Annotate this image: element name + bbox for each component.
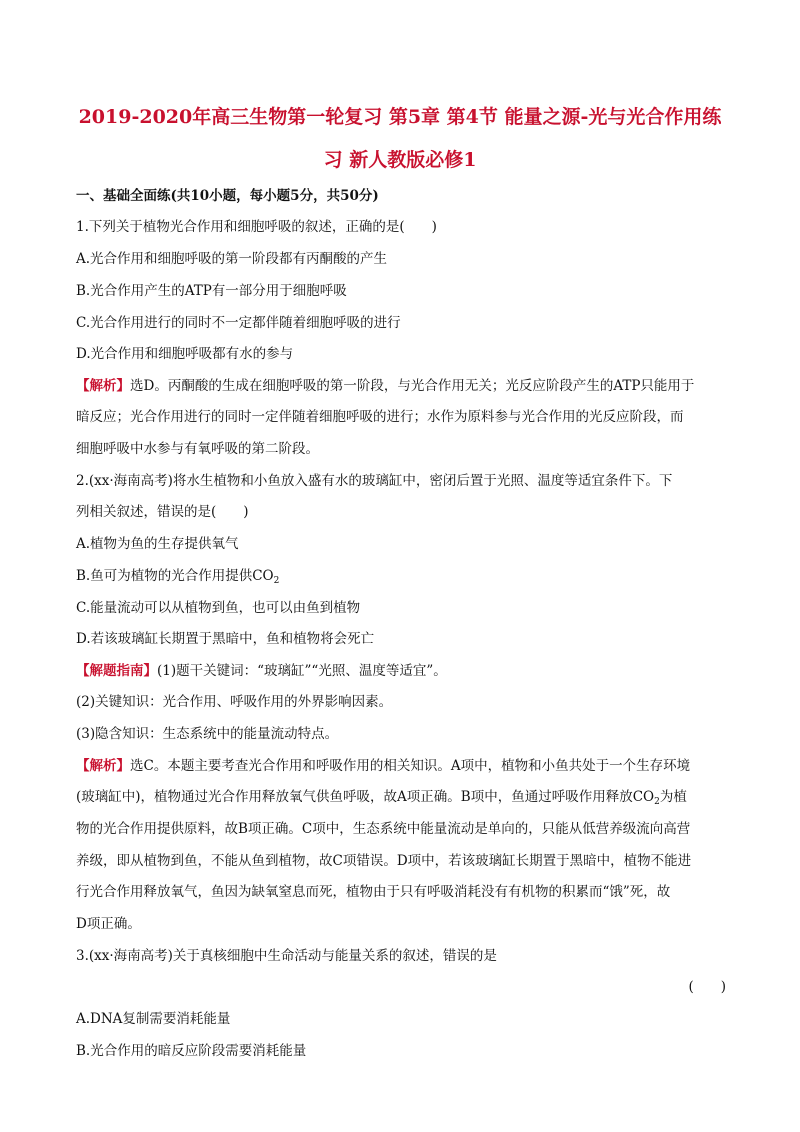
q2-explanation-line-6: D项正确。: [76, 916, 141, 932]
q2-explanation-tag: 【解析】: [76, 758, 130, 774]
q2-guide-line-2: (2)关键知识：光合作用、呼吸作用的外界影响因素。: [76, 694, 393, 710]
q1-explanation-text-1: 选D。丙酮酸的生成在细胞呼吸的第一阶段，与光合作用无关；光反应阶段产生的ATP只能用于: [130, 378, 695, 394]
q2-guide-tag: 【解题指南】: [76, 663, 157, 679]
q2-explanation-line-3: 物的光合作用提供原料，故B项正确。C项中，生态系统中能量流动是单向的，只能从低营养级流向高营: [76, 821, 691, 837]
q1-stem: 1.下列关于植物光合作用和细胞呼吸的叙述，正确的是( ): [76, 219, 437, 235]
title-line-1: 2019-2020年高三生物第一轮复习 第5章 第4节 能量之源-光与光合作用练: [78, 106, 722, 128]
q2-guide-line-3: (3)隐含知识：生态系统中的能量流动特点。: [76, 726, 339, 742]
q2-option-b: [76, 566, 726, 586]
title-line-2: 习 新人教版必修1: [323, 149, 477, 171]
q1-option-a: A.光合作用和细胞呼吸的第一阶段都有丙酮酸的产生: [76, 251, 388, 267]
q1-option-d: D.光合作用和细胞呼吸都有水的参与: [76, 346, 294, 362]
q3-answer-paren: ( ): [688, 979, 726, 995]
q2-explanation-text-2a: (玻璃缸中)，植物通过光合作用释放氧气供鱼呼吸，故A项正确。B项中，鱼通过呼吸作用释放CO: [76, 789, 655, 805]
q2-option-c: C.能量流动可以从植物到鱼，也可以由鱼到植物: [76, 600, 361, 616]
q1-explanation-line-1: [76, 376, 726, 396]
q1-option-c: C.光合作用进行的同时不一定都伴随着细胞呼吸的进行: [76, 315, 401, 331]
q2-option-a: A.植物为鱼的生存提供氧气: [76, 536, 239, 552]
document-title: [60, 96, 740, 182]
q2-explanation-line-2: [76, 787, 726, 807]
q2-guide-text-1: (1)题干关键词：“玻璃缸”“光照、温度等适宜”。: [157, 663, 447, 679]
q1-explanation-line-3: 细胞呼吸中水参与有氧呼吸的第二阶段。: [76, 441, 319, 457]
q2-stem-line-2: 列相关叙述，错误的是( ): [76, 504, 249, 520]
q3-option-b: B.光合作用的暗反应阶段需要消耗能量: [76, 1043, 307, 1059]
q2-explanation-line-5: 行光合作用释放氧气，鱼因为缺氧窒息而死，植物由于只有呼吸消耗没有有机物的积累而“饿”死，故: [76, 884, 671, 900]
q1-option-b: B.光合作用产生的ATP有一部分用于细胞呼吸: [76, 283, 347, 299]
q2-explanation-subscript: 2: [654, 797, 660, 807]
q2-explanation-text-2b: 为植: [659, 789, 687, 805]
q3-option-a: A.DNA复制需要消耗能量: [76, 1011, 231, 1027]
q2-option-b-text: B.鱼可为植物的光合作用提供CO: [76, 568, 274, 584]
q3-stem: 3.(xx·海南高考)关于真核细胞中生命活动与能量关系的叙述，错误的是: [76, 948, 497, 964]
q2-explanation-line-4: 养级，即从植物到鱼，不能从鱼到植物，故C项错误。D项中，若该玻璃缸长期置于黑暗中，植物不能进: [76, 853, 692, 869]
q1-explanation-line-2: 暗反应；光合作用进行的同时一定伴随着细胞呼吸的进行；水作为原料参与光合作用的光反应阶段，而: [76, 409, 684, 425]
q2-guide-line-1: [76, 661, 726, 681]
section-heading: 一、基础全面练(共10小题，每小题5分，共50分): [76, 188, 379, 204]
q1-explanation-tag: 【解析】: [76, 378, 130, 394]
q2-explanation-text-1: 选C。本题主要考查光合作用和呼吸作用的相关知识。A项中，植物和小鱼共处于一个生存环境: [130, 758, 691, 774]
q2-option-d: D.若该玻璃缸长期置于黑暗中，鱼和植物将会死亡: [76, 631, 375, 647]
q2-option-b-subscript: 2: [273, 576, 280, 586]
q2-stem-line-1: 2.(xx·海南高考)将水生植物和小鱼放入盛有水的玻璃缸中，密闭后置于光照、温度等适宜条件下。下: [76, 473, 673, 489]
q2-explanation-line-1: [76, 756, 726, 776]
